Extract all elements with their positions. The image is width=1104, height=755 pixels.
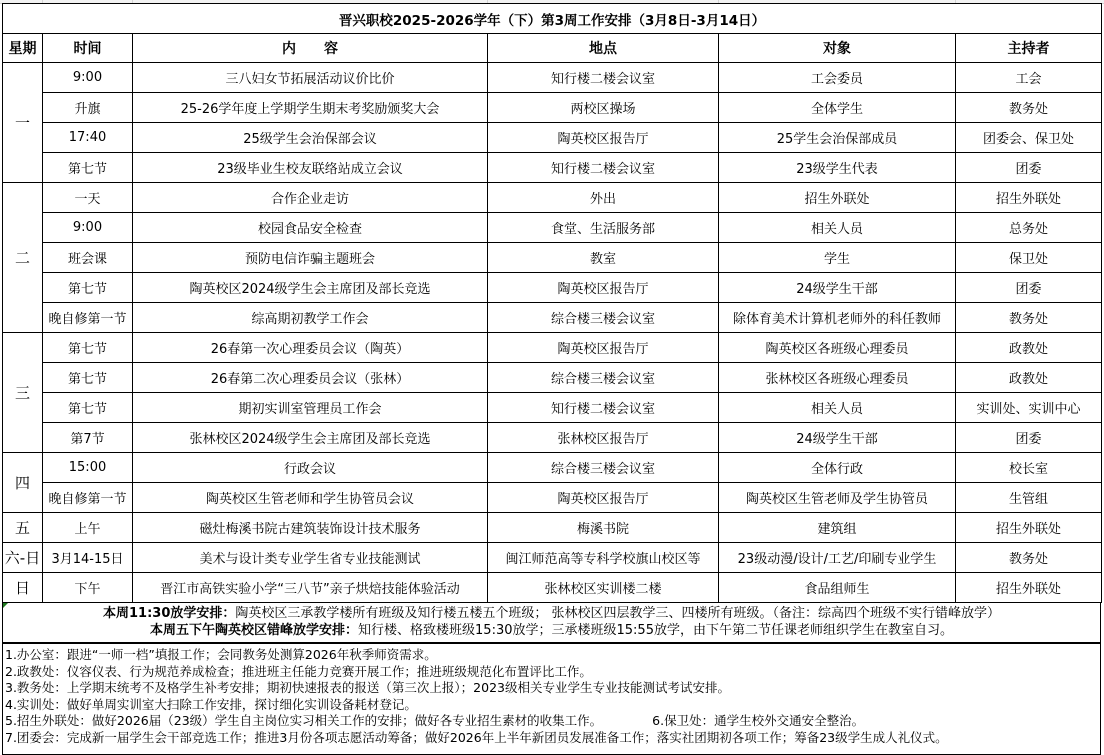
target-cell: 食品组师生 <box>719 573 956 603</box>
time-cell: 17:40 <box>43 123 133 153</box>
header-row <box>3 34 1102 63</box>
time-cell: 第7节 <box>43 423 133 453</box>
column-header-content: 内 容 <box>133 34 488 63</box>
weekday-cell: 日 <box>3 573 43 603</box>
host-cell: 教务处 <box>956 543 1102 573</box>
notice-label: 本周11:30放学安排： <box>102 606 236 621</box>
table-row <box>3 453 1102 483</box>
notice-line <box>3 605 1100 622</box>
task-item: 2.政教处：仪容仪表、行为规范养成检查；推进班主任能力竞赛开展工作；推进班级规范化布置评比工作。 <box>5 663 592 679</box>
host-cell: 校长室 <box>956 453 1102 483</box>
task-item: 4.实训处：做好单周实训室大扫除工作安排，探讨细化实训设备耗材登记。 <box>5 696 417 712</box>
content-cell: 校园食品安全检查 <box>133 213 488 243</box>
content-cell: 晋江市高铁实验小学“三八节”亲子烘焙技能体验活动 <box>133 573 488 603</box>
host-cell: 团委会、保卫处 <box>956 123 1102 153</box>
time-cell: 第七节 <box>43 393 133 423</box>
content-cell: 23级毕业生校友联络站成立会议 <box>133 153 488 183</box>
task-item: 7.团委会：完成新一届学生会干部竞选工作；推进3月份各项志愿活动筹备；做好2026年上半年新团员发展准备工作；落实社团期初各项工作；筹备23级学生成人礼仪式。 <box>5 729 948 745</box>
host-cell: 招生外联处 <box>956 183 1102 213</box>
content-cell: 综高期初教学工作会 <box>133 303 488 333</box>
weekday-cell: 四 <box>3 453 43 513</box>
host-cell: 政教处 <box>956 333 1102 363</box>
time-cell: 3月14-15日 <box>43 543 133 573</box>
target-cell: 相关人员 <box>719 213 956 243</box>
weekday-cell: 六-日 <box>3 543 43 573</box>
table-row <box>3 243 1102 273</box>
content-cell: 三八妇女节拓展活动议价比价 <box>133 63 488 93</box>
place-cell: 陶英校区报告厅 <box>488 333 719 363</box>
place-cell: 综合楼三楼会议室 <box>488 363 719 393</box>
table-row <box>3 303 1102 333</box>
content-cell: 期初实训室管理员工作会 <box>133 393 488 423</box>
page-title: 晋兴职校2025-2026学年（下）第3周工作安排（3月8日-3月14日） <box>3 4 1102 34</box>
place-cell: 食堂、生活服务部 <box>488 213 719 243</box>
target-cell: 24级学生干部 <box>719 423 956 453</box>
table-row <box>3 213 1102 243</box>
table-row <box>3 573 1102 603</box>
table-row <box>3 393 1102 423</box>
table-row <box>3 153 1102 183</box>
place-cell: 外出 <box>488 183 719 213</box>
content-cell: 25级学生会治保部会议 <box>133 123 488 153</box>
host-cell: 招生外联处 <box>956 573 1102 603</box>
cell-comment-marker-icon <box>3 603 8 608</box>
target-cell: 陶英校区生管老师及学生协管员 <box>719 483 956 513</box>
notice-line <box>3 622 1100 639</box>
target-cell: 招生外联处 <box>719 183 956 213</box>
schedule-sheet <box>2 3 1101 755</box>
host-cell: 政教处 <box>956 363 1102 393</box>
host-cell: 团委 <box>956 423 1102 453</box>
host-cell: 招生外联处 <box>956 513 1102 543</box>
weekday-cell: 二 <box>3 183 43 333</box>
time-cell: 晚自修第一节 <box>43 483 133 513</box>
table-row <box>3 63 1102 93</box>
host-cell: 教务处 <box>956 93 1102 123</box>
host-cell: 保卫处 <box>956 243 1102 273</box>
content-cell: 张林校区2024级学生会主席团及部长竞选 <box>133 423 488 453</box>
time-cell: 第七节 <box>43 333 133 363</box>
place-cell: 知行楼二楼会议室 <box>488 393 719 423</box>
content-cell: 行政会议 <box>133 453 488 483</box>
time-cell: 9:00 <box>43 63 133 93</box>
target-cell: 工会委员 <box>719 63 956 93</box>
content-cell: 26春第二次心理委员会议（张林） <box>133 363 488 393</box>
table-row <box>3 183 1102 213</box>
department-task-list <box>2 643 1101 755</box>
host-cell: 团委 <box>956 153 1102 183</box>
column-header-weekday: 星期 <box>3 34 43 63</box>
column-header-host: 主持者 <box>956 34 1102 63</box>
host-cell: 团委 <box>956 273 1102 303</box>
table-row <box>3 543 1102 573</box>
time-cell: 第七节 <box>43 153 133 183</box>
place-cell: 闽江师范高等专科学校旗山校区等 <box>488 543 719 573</box>
time-cell: 升旗 <box>43 93 133 123</box>
target-cell: 23级学生代表 <box>719 153 956 183</box>
target-cell: 24级学生干部 <box>719 273 956 303</box>
place-cell: 两校区操场 <box>488 93 719 123</box>
host-cell: 教务处 <box>956 303 1102 333</box>
column-header-time: 时间 <box>43 34 133 63</box>
content-cell: 25-26学年度上学期学生期末考奖励颁奖大会 <box>133 93 488 123</box>
place-cell: 陶英校区报告厅 <box>488 273 719 303</box>
notice-text: 知行楼、格致楼班级15:30放学；三承楼班级15:55放学，由下午第二节任课老师组织学生在教室自习。 <box>358 623 953 638</box>
content-cell: 26春第一次心理委员会议（陶英） <box>133 333 488 363</box>
place-cell: 知行楼二楼会议室 <box>488 153 719 183</box>
time-cell: 15:00 <box>43 453 133 483</box>
content-cell: 预防电信诈骗主题班会 <box>133 243 488 273</box>
time-cell: 班会课 <box>43 243 133 273</box>
place-cell: 梅溪书院 <box>488 513 719 543</box>
notice-label: 本周五下午陶英校区错峰放学安排： <box>150 623 359 638</box>
time-cell: 第七节 <box>43 363 133 393</box>
place-cell: 知行楼二楼会议室 <box>488 63 719 93</box>
weekday-cell: 一 <box>3 63 43 183</box>
task-item: 5.招生外联处：做好2026届（23级）学生自主岗位实习相关工作的安排；做好各专业招生素材的收集工作。 <box>5 713 603 728</box>
dismissal-notice <box>2 603 1101 643</box>
host-cell: 总务处 <box>956 213 1102 243</box>
content-cell: 磁灶梅溪书院古建筑装饰设计技术服务 <box>133 513 488 543</box>
task-item: 1.办公室：跟进“一师一档”填报工作；会同教务处测算2026年秋季师资需求。 <box>5 647 437 662</box>
table-row <box>3 273 1102 303</box>
content-cell: 合作企业走访 <box>133 183 488 213</box>
place-cell: 综合楼三楼会议室 <box>488 453 719 483</box>
content-cell: 美术与设计类专业学生省专业技能测试 <box>133 543 488 573</box>
time-cell: 第七节 <box>43 273 133 303</box>
host-cell: 生管组 <box>956 483 1102 513</box>
target-cell: 张林校区各班级心理委员 <box>719 363 956 393</box>
target-cell: 学生 <box>719 243 956 273</box>
content-cell: 陶英校区生管老师和学生协管员会议 <box>133 483 488 513</box>
target-cell: 23级动漫/设计/工艺/印刷专业学生 <box>719 543 956 573</box>
place-cell: 张林校区报告厅 <box>488 423 719 453</box>
target-cell: 建筑组 <box>719 513 956 543</box>
table-row <box>3 123 1102 153</box>
content-cell: 陶英校区2024级学生会主席团及部长竞选 <box>133 273 488 303</box>
time-cell: 上午 <box>43 513 133 543</box>
task-item: 3.教务处：上学期末统考不及格学生补考安排；期初快速报表的报送（第三次上报）；2023级相关专业学生专业技能测试考试安排。 <box>5 680 730 695</box>
place-cell: 教室 <box>488 243 719 273</box>
target-cell: 全体行政 <box>719 453 956 483</box>
place-cell: 张林校区实训楼二楼 <box>488 573 719 603</box>
time-cell: 下午 <box>43 573 133 603</box>
table-row <box>3 363 1102 393</box>
weekday-cell: 五 <box>3 513 43 543</box>
table-row <box>3 333 1102 363</box>
task-item: 6.保卫处：通学生校外交通安全整治。 <box>652 713 865 728</box>
weekday-cell: 三 <box>3 333 43 453</box>
table-row <box>3 483 1102 513</box>
table-row <box>3 423 1102 453</box>
target-cell: 除体育美术计算机老师外的科任教师 <box>719 303 956 333</box>
time-cell: 晚自修第一节 <box>43 303 133 333</box>
notice-text: 陶英校区三承教学楼所有班级及知行楼五楼五个班级； 张林校区四层教学三、四楼所有班级。（备注：综高四个班级不实行错峰放学） <box>235 606 1001 621</box>
host-cell: 工会 <box>956 63 1102 93</box>
column-header-target: 对象 <box>719 34 956 63</box>
target-cell: 25学生会治保部成员 <box>719 123 956 153</box>
place-cell: 综合楼三楼会议室 <box>488 303 719 333</box>
target-cell: 全体学生 <box>719 93 956 123</box>
host-cell: 实训处、实训中心 <box>956 393 1102 423</box>
target-cell: 陶英校区各班级心理委员 <box>719 333 956 363</box>
time-cell: 9:00 <box>43 213 133 243</box>
column-header-place: 地点 <box>488 34 719 63</box>
table-row <box>3 93 1102 123</box>
place-cell: 陶英校区报告厅 <box>488 123 719 153</box>
target-cell: 相关人员 <box>719 393 956 423</box>
schedule-table <box>2 3 1102 603</box>
task-item-pair <box>3 713 1100 730</box>
place-cell: 陶英校区报告厅 <box>488 483 719 513</box>
table-row <box>3 513 1102 543</box>
time-cell: 一天 <box>43 183 133 213</box>
